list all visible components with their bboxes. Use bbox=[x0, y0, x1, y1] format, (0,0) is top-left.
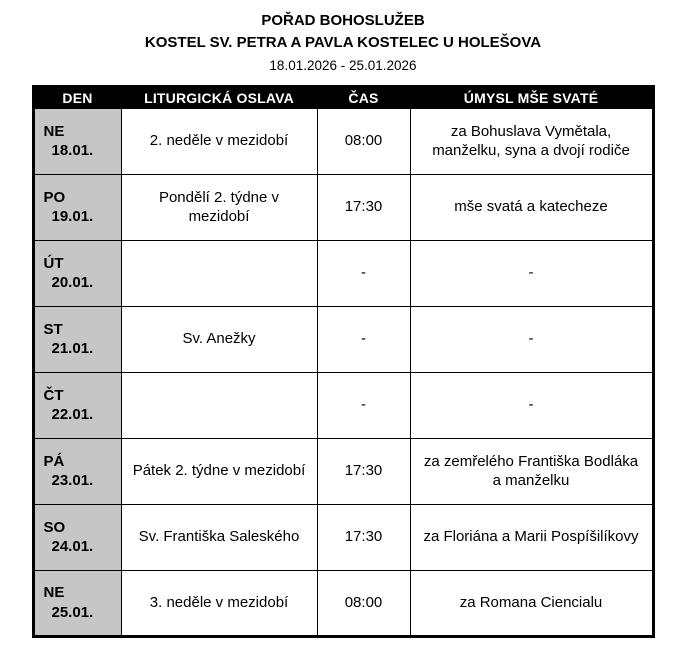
day-abbreviation: NE bbox=[43, 122, 65, 140]
date-range: 18.01.2026 - 25.01.2026 bbox=[269, 57, 417, 73]
day-cell bbox=[33, 438, 121, 504]
intention-cell: - bbox=[410, 372, 653, 438]
schedule-table bbox=[32, 85, 655, 638]
intention-cell: mše svatá a katecheze bbox=[410, 174, 653, 240]
document-header bbox=[0, 0, 686, 75]
day-date: 22.01. bbox=[51, 406, 94, 424]
table-row bbox=[33, 438, 653, 504]
intention-cell: - bbox=[410, 240, 653, 306]
intention-cell: za Bohuslava Vymětala, manželku, syna a dvojí rodiče bbox=[410, 108, 653, 174]
day-abbreviation: SO bbox=[43, 518, 66, 536]
day-abbreviation: PO bbox=[43, 188, 66, 206]
day-abbreviation: PÁ bbox=[43, 452, 65, 470]
day-date: 19.01. bbox=[51, 208, 94, 226]
table-row bbox=[33, 108, 653, 174]
day-cell bbox=[33, 570, 121, 636]
day-cell bbox=[33, 174, 121, 240]
page-title: POŘAD BOHOSLUŽEB bbox=[261, 12, 425, 29]
table-row bbox=[33, 306, 653, 372]
celebration-cell: Sv. Františka Saleského bbox=[121, 504, 317, 570]
column-header-cas: ČAS bbox=[317, 86, 410, 108]
column-header-liturgicka-oslava: LITURGICKÁ OSLAVA bbox=[121, 86, 317, 108]
table-row bbox=[33, 372, 653, 438]
day-abbreviation: NE bbox=[43, 584, 65, 602]
page-subtitle: KOSTEL SV. PETRA A PAVLA KOSTELEC U HOLEŠOVA bbox=[144, 34, 542, 52]
column-header-den: DEN bbox=[33, 86, 121, 108]
day-abbreviation: ČT bbox=[43, 386, 64, 404]
table-row bbox=[33, 240, 653, 306]
intention-cell: za Floriána a Marii Pospíšilíkovy bbox=[410, 504, 653, 570]
table-row bbox=[33, 570, 653, 636]
time-cell: 17:30 bbox=[317, 438, 410, 504]
header-row bbox=[33, 86, 653, 108]
schedule-table-header bbox=[33, 86, 653, 108]
day-cell bbox=[33, 306, 121, 372]
day-abbreviation: ÚT bbox=[43, 254, 64, 272]
celebration-cell: 2. neděle v mezidobí bbox=[121, 108, 317, 174]
intention-cell: - bbox=[410, 306, 653, 372]
time-cell: 17:30 bbox=[317, 174, 410, 240]
table-row bbox=[33, 174, 653, 240]
celebration-cell bbox=[121, 372, 317, 438]
day-date: 23.01. bbox=[51, 472, 94, 490]
day-cell bbox=[33, 108, 121, 174]
day-date: 24.01. bbox=[51, 538, 94, 556]
time-cell: 08:00 bbox=[317, 570, 410, 636]
time-cell: - bbox=[317, 372, 410, 438]
intention-cell: za zemřelého Františka Bodláka a manželku bbox=[410, 438, 653, 504]
celebration-cell: Sv. Anežky bbox=[121, 306, 317, 372]
celebration-cell: Pondělí 2. týdne v mezidobí bbox=[121, 174, 317, 240]
day-date: 25.01. bbox=[51, 603, 94, 621]
day-cell bbox=[33, 372, 121, 438]
day-date: 18.01. bbox=[51, 142, 94, 160]
time-cell: - bbox=[317, 240, 410, 306]
day-cell bbox=[33, 504, 121, 570]
day-cell bbox=[33, 240, 121, 306]
schedule-body bbox=[33, 108, 653, 636]
column-header-umysl: ÚMYSL MŠE SVATÉ bbox=[410, 86, 653, 108]
time-cell: - bbox=[317, 306, 410, 372]
time-cell: 17:30 bbox=[317, 504, 410, 570]
day-date: 21.01. bbox=[51, 340, 94, 358]
day-abbreviation: ST bbox=[43, 320, 63, 338]
celebration-cell: Pátek 2. týdne v mezidobí bbox=[121, 438, 317, 504]
day-date: 20.01. bbox=[51, 274, 94, 292]
celebration-cell bbox=[121, 240, 317, 306]
table-row bbox=[33, 504, 653, 570]
time-cell: 08:00 bbox=[317, 108, 410, 174]
celebration-cell: 3. neděle v mezidobí bbox=[121, 570, 317, 636]
intention-cell: za Romana Ciencialu bbox=[410, 570, 653, 636]
